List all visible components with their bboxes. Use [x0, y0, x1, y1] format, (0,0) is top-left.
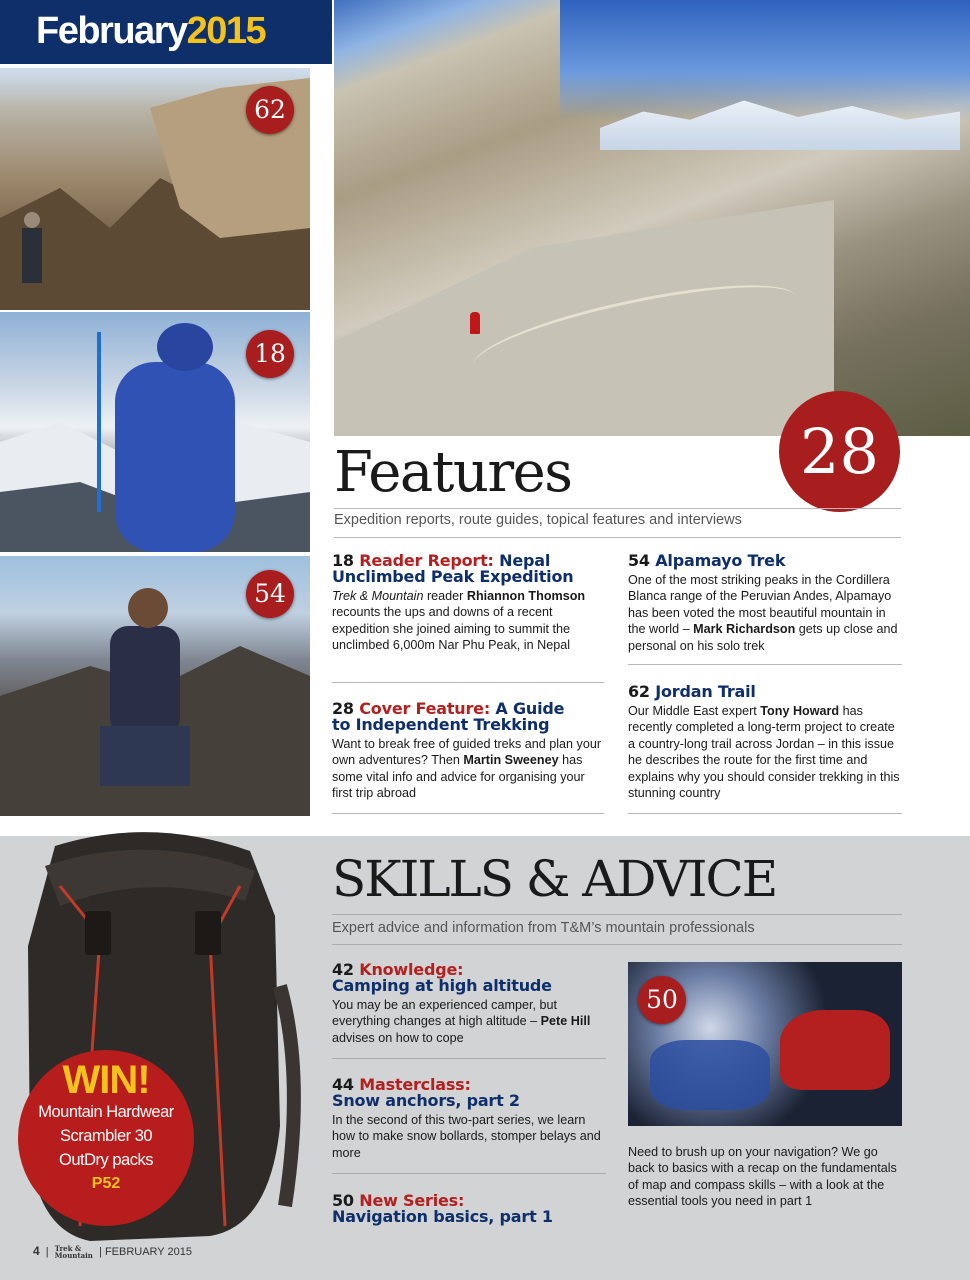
author-name: Martin Sweeney [463, 753, 559, 768]
body-text: advises on how to cope [332, 1030, 464, 1045]
article-heading-50[interactable] [332, 1193, 607, 1225]
article-number: 62 [628, 682, 650, 701]
body-text: Want to break free of guided treks and plan your own adventures? Then [332, 737, 602, 768]
author-name: Pete Hill [540, 1014, 591, 1029]
article-kicker: New Series: [359, 1191, 465, 1210]
skills-rule-2 [332, 944, 902, 945]
article-divider [332, 813, 604, 814]
article-body-42 [332, 997, 600, 1046]
article-body-18 [332, 588, 602, 654]
skills-rule [332, 914, 902, 915]
magazine-name: Trek & Mountain [332, 589, 424, 603]
photo-cover-sky [560, 0, 970, 120]
article-kicker: Reader Report: [359, 551, 494, 570]
issue-month: February [36, 10, 187, 52]
skills-subtitle: Expert advice and information from T&M’s mountain professionals [332, 920, 755, 936]
article-headline: Camping at high altitude [332, 976, 552, 995]
article-body-62 [628, 703, 900, 801]
article-headline: Jordan Trail [655, 682, 756, 701]
features-rule [334, 508, 901, 509]
promo-line-3: OutDry packs [59, 1151, 153, 1169]
article-kicker: Knowledge: [359, 960, 464, 979]
page-number: 4 [33, 1244, 40, 1258]
footer-issue: FEBRUARY 2015 [104, 1246, 192, 1258]
article-number: 28 [332, 699, 354, 718]
article-heading-42[interactable] [332, 962, 607, 994]
photo-cover-hiker [470, 312, 480, 334]
photo-navigation-jacket-blue [650, 1040, 770, 1110]
article-body-54 [628, 572, 900, 654]
magazine-logo [55, 1245, 93, 1259]
page-badge-62: 62 [246, 86, 294, 134]
article-headline: A Guide [495, 699, 565, 718]
logo-line-2: Mountain [54, 1251, 93, 1261]
issue-year: 2015 [186, 10, 266, 52]
win-label: WIN! [62, 1058, 150, 1102]
article-heading-28[interactable] [332, 701, 607, 733]
features-heading: Features [334, 440, 572, 505]
promo-line-1: Mountain Hardwear [38, 1103, 174, 1121]
article-number: 44 [332, 1075, 354, 1094]
article-divider [628, 813, 902, 814]
article-headline: Alpamayo Trek [655, 551, 786, 570]
photo-peru-boy [0, 556, 310, 816]
author-name: Rhiannon Thomson [466, 589, 586, 603]
body-text: has some vital info and advice for organising your first trip abroad [332, 753, 585, 801]
issue-title [36, 10, 265, 53]
article-heading-62[interactable] [628, 684, 900, 700]
article-headline-2: Unclimbed Peak Expedition [332, 567, 574, 586]
article-heading-54[interactable] [628, 553, 900, 569]
page-badge-18: 18 [246, 330, 294, 378]
body-text: gets up close and personal on his solo trek [628, 622, 898, 653]
article-headline: Nepal [499, 551, 551, 570]
page-badge-28: 28 [779, 391, 900, 512]
body-text: recounts the ups and downs of a recent expedition she joined aiming to summit the unclimbed 6,000m Nar Phu Peak, in Nepal [332, 605, 571, 653]
author-name: Tony Howard [760, 704, 840, 718]
body-text: has recently completed a long-term project to create a country-long trail across Jordan – in this issue he describes the route for the first time and explains why you should consider trekking in this stunning country [628, 704, 900, 801]
page-badge-54: 54 [246, 570, 294, 618]
article-kicker: Cover Feature: [359, 699, 491, 718]
logo-line-1: Trek & [54, 1244, 82, 1254]
photo-nepal-climber [0, 312, 310, 552]
body-text: You may be an experienced camper, but everything changes at high altitude – [332, 998, 557, 1029]
article-number: 50 [332, 1191, 354, 1210]
page-footer: 4 | Trek & Mountain | FEBRUARY 2015 [33, 1244, 192, 1261]
features-subtitle: Expedition reports, route guides, topical features and interviews [334, 512, 742, 528]
body-text: In the second of this two-part series, we learn how to make snow bollards, stomper belays and more [332, 1113, 601, 1160]
photo-caption-50: Need to brush up on your navigation? We go back to basics with a recap on the fundamentals of map and compass skills – with a look at the essential tools you need in part 1 [628, 1145, 897, 1209]
article-divider [332, 682, 604, 683]
article-number: 54 [628, 551, 650, 570]
article-number: 42 [332, 960, 354, 979]
features-rule-2 [334, 537, 901, 538]
page-badge-50: 50 [638, 976, 686, 1024]
article-divider [332, 1173, 606, 1174]
body-text: reader [423, 589, 467, 603]
body-text: Our Middle East expert [628, 704, 761, 718]
author-name: Mark Richardson [693, 622, 796, 637]
promo-line-2: Scrambler 30 [59, 1127, 153, 1145]
promo-page-ref[interactable]: P52 [91, 1175, 121, 1192]
photo-jordan-hiker [0, 68, 310, 310]
body-text: One of the most striking peaks in the Cordillera Blanca range of the Peruvian Andes, Alpamayo has been voted the most beautiful mountain in the world – [628, 573, 892, 637]
article-headline-2: to Independent Trekking [332, 715, 550, 734]
article-heading-18[interactable] [332, 553, 602, 585]
article-divider [628, 664, 902, 665]
article-body-28 [332, 736, 607, 802]
skills-heading: SKILLS & ADVICE [332, 850, 777, 908]
article-kicker: Masterclass: [359, 1075, 471, 1094]
article-headline: Navigation basics, part 1 [332, 1207, 553, 1226]
article-heading-44[interactable] [332, 1077, 607, 1109]
photo-navigation-jacket-red [780, 1010, 890, 1090]
article-headline: Snow anchors, part 2 [332, 1091, 520, 1110]
article-body-44 [332, 1112, 604, 1161]
article-number: 18 [332, 551, 354, 570]
article-divider [332, 1058, 606, 1059]
